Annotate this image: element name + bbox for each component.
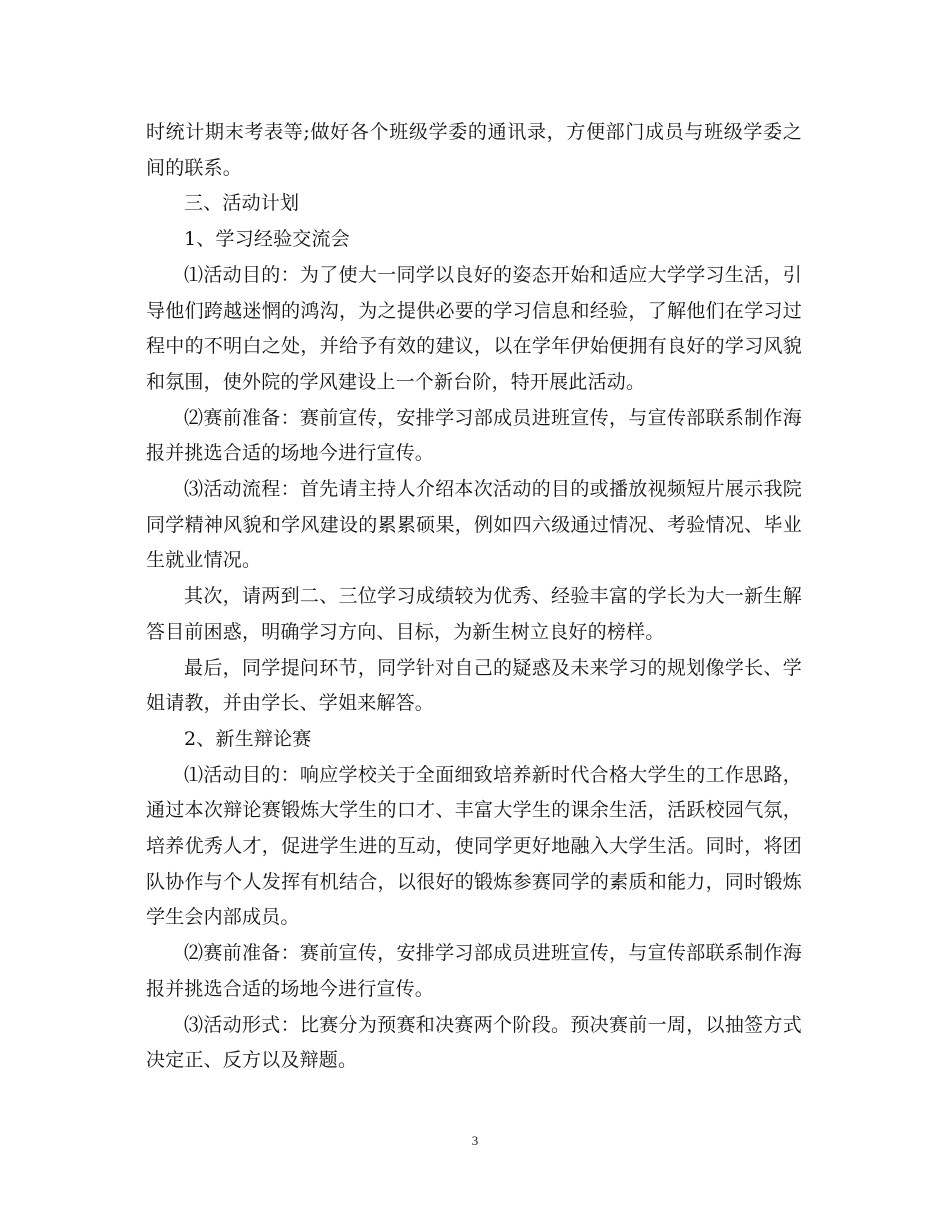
- paragraph: 最后，同学提问环节，同学针对自己的疑惑及未来学习的规划像学长、学姐请教，并由学长、学姐来解答。: [146, 656, 802, 715]
- paragraph: ⑶活动流程：首先请主持人介绍本次活动的目的或播放视频短片展示我院同学精神风貌和学风建设的累累硕果，例如四六级通过情况、考验情况、毕业生就业情况。: [146, 478, 802, 572]
- paragraph: ⑵赛前准备：赛前宣传，安排学习部成员进班宣传，与宣传部联系制作海报并挑选合适的场地今进行宣传。: [146, 942, 802, 1000]
- document-body: [146, 115, 802, 1079]
- paragraph: 时统计期末考表等;做好各个班级学委的通讯录，方便部门成员与班级学委之间的联系。: [146, 121, 802, 179]
- subsection-heading: 2、新生辩论赛: [184, 727, 312, 750]
- subsection-heading: 1、学习经验交流会: [184, 228, 350, 251]
- page-number: 3: [471, 1133, 479, 1148]
- paragraph: 其次，请两到二、三位学习成绩较为优秀、经验丰富的学长为大一新生解答目前困惑，明确学习方向、目标，为新生树立良好的榜样。: [146, 585, 802, 643]
- paragraph: ⑴活动目的：为了使大一同学以良好的姿态开始和适应大学学习生活，引导他们跨越迷惘的鸿沟，为之提供必要的学习信息和经验，了解他们在学习过程中的不明白之处，并给予有效的建议，以在学年伊始便拥有良好的学习风貌和氛围，使外院的学风建设上一个新台阶，特开展此活动。: [146, 263, 802, 393]
- paragraph: ⑶活动形式：比赛分为预赛和决赛两个阶段。预决赛前一周，以抽签方式决定正、反方以及辩题。: [146, 1013, 802, 1072]
- paragraph: ⑵赛前准备：赛前宣传，安排学习部成员进班宣传，与宣传部联系制作海报并挑选合适的场地今进行宣传。: [146, 406, 802, 465]
- paragraph: ⑴活动目的：响应学校关于全面细致培养新时代合格大学生的工作思路，通过本次辩论赛锻炼大学生的口才、丰富大学生的课余生活，活跃校园气氛，培养优秀人才，促进学生进的互动，使同学更好地融入大学生活。同时，将团队协作与个人发挥有机结合，以很好的锻炼参赛同学的素质和能力，同时锻炼学生会内部成员。: [146, 763, 802, 929]
- section-heading: 三、活动计划: [184, 192, 300, 215]
